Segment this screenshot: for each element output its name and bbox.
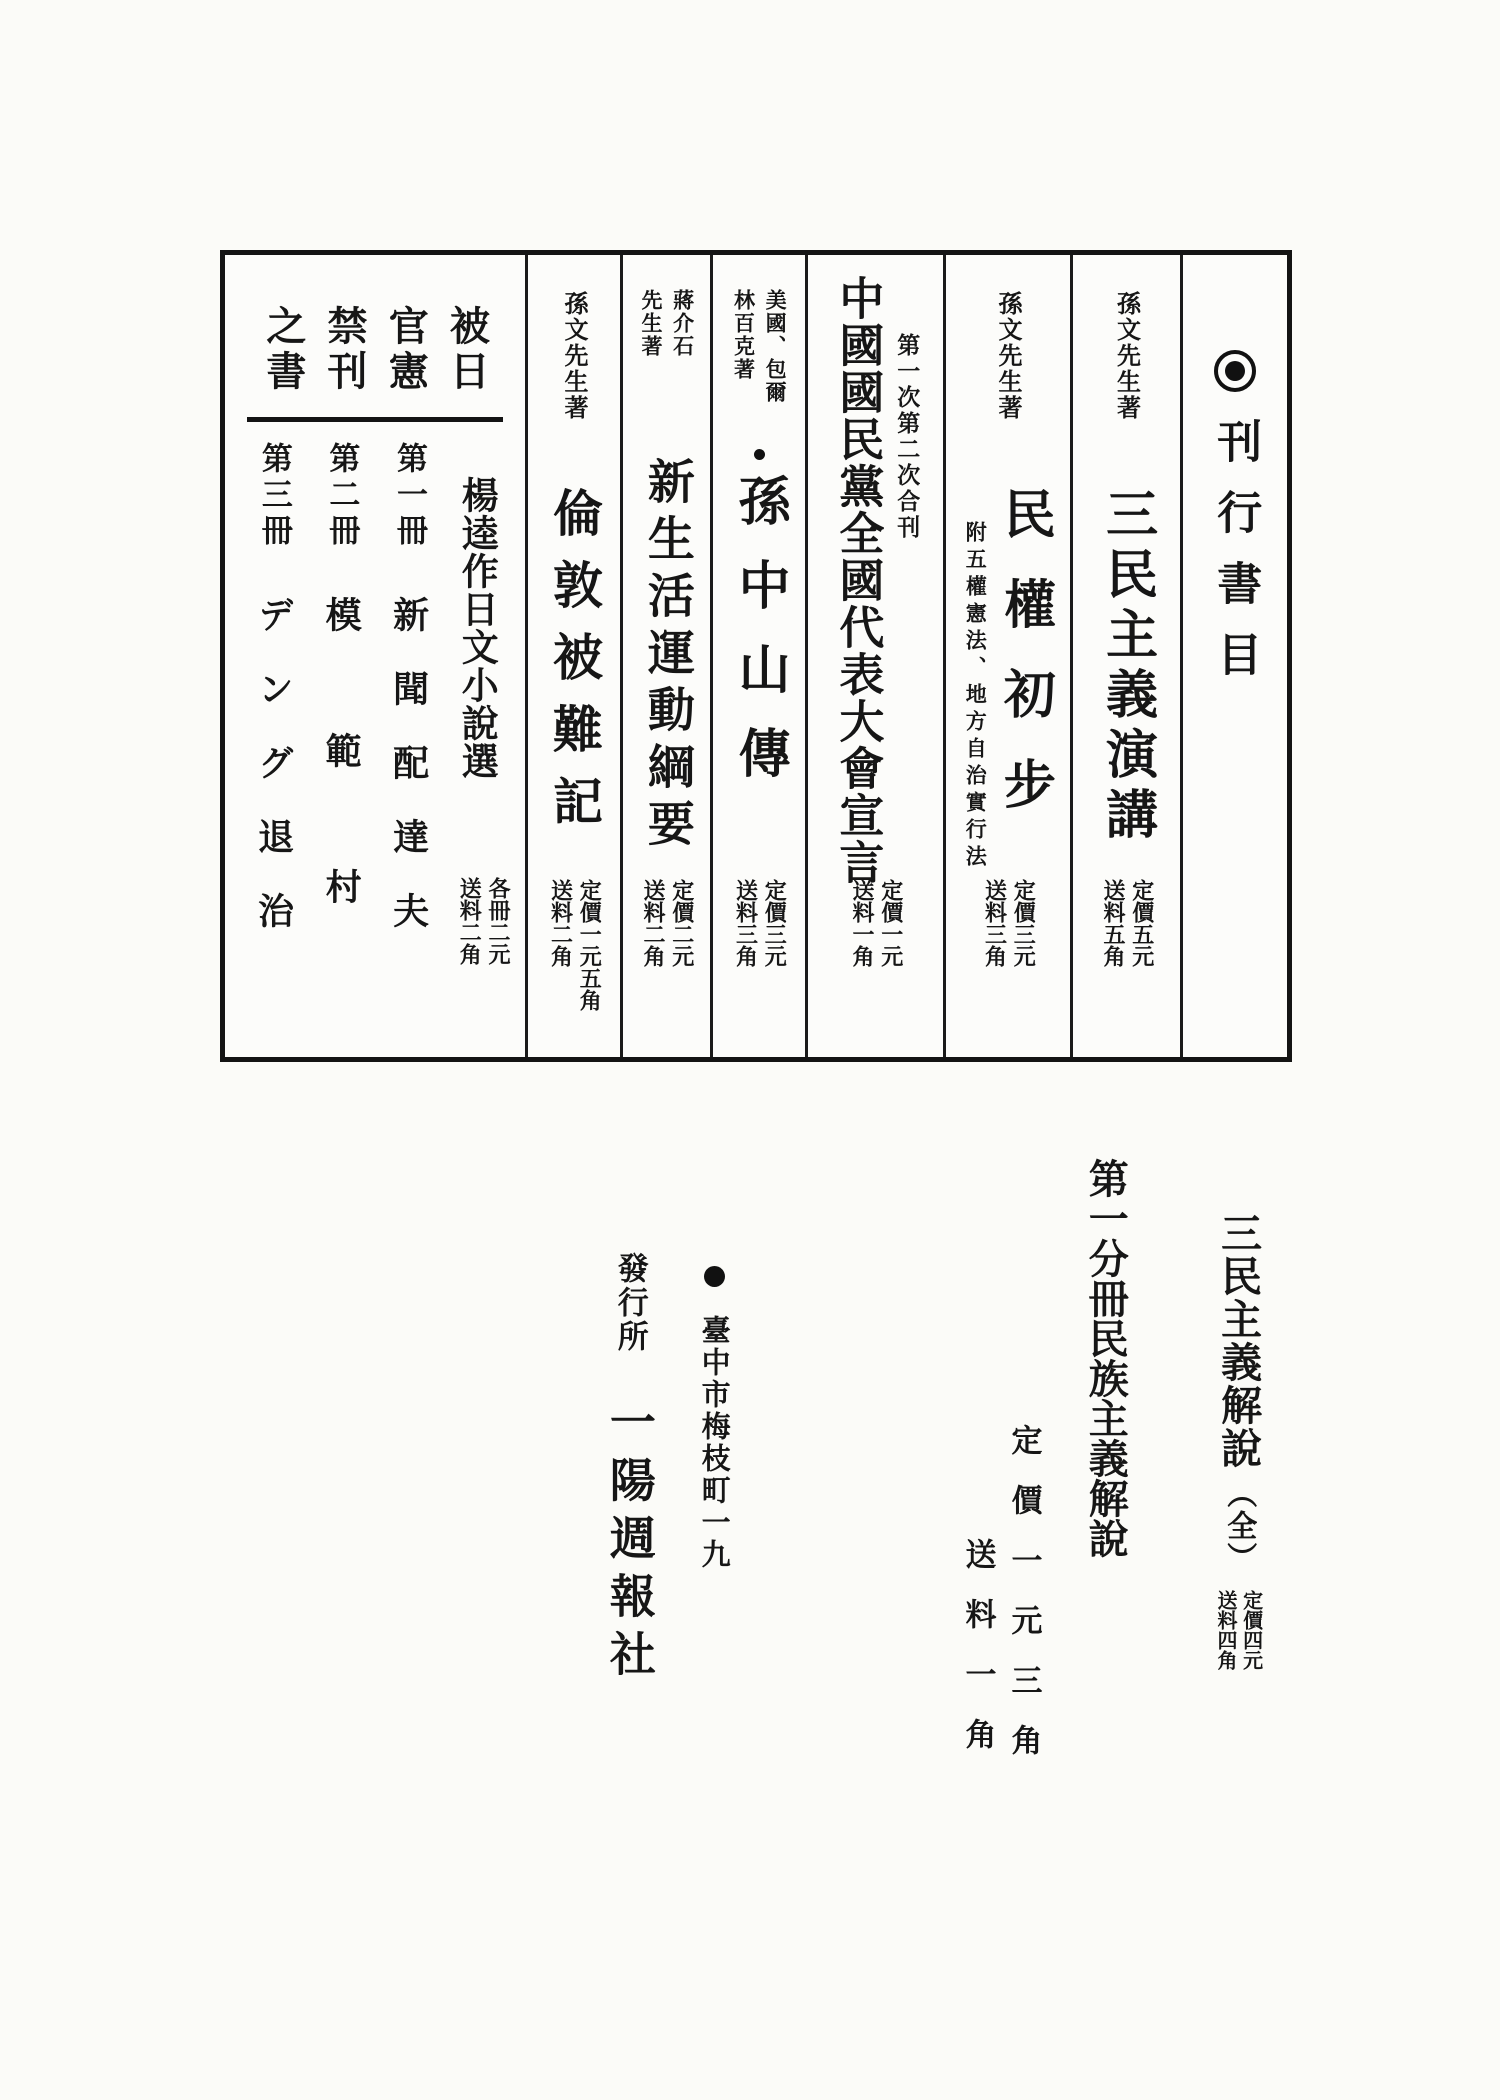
publisher-column <box>598 1252 660 1688</box>
banned-section-header <box>225 255 525 411</box>
book-column <box>623 255 713 1057</box>
full-edition-postage: 送料四角 <box>1214 1590 1238 1670</box>
book-author: 孫文先生著 <box>1112 291 1142 421</box>
volume-label: 第二冊 <box>323 442 360 550</box>
book-postage: 送料一角 <box>849 879 875 967</box>
first-fascicle-postage: 送料一角 <box>959 1538 996 1778</box>
publisher-address: 臺中市梅枝町一九 <box>697 1315 732 1571</box>
book-title: 孫中山傳 <box>729 474 791 810</box>
book-title: 倫敦被難記 <box>545 487 604 847</box>
series-price-group <box>457 877 510 965</box>
book-price-group <box>849 879 902 967</box>
book-price-group <box>1100 879 1153 967</box>
book-postage: 送料二角 <box>640 879 666 967</box>
book-column <box>713 255 808 1057</box>
book-price-group <box>548 879 601 1011</box>
author-line-1: 美國、包爾 <box>763 289 789 404</box>
catalog-title: 刊行書目 <box>1209 418 1263 702</box>
separator-dot-icon <box>754 449 765 460</box>
book-price-group <box>982 879 1035 967</box>
banned-books-section <box>225 255 528 1057</box>
first-fascicle-title: 第一分冊民族主義解說 <box>1082 1158 1130 1558</box>
volume-column <box>320 436 363 1057</box>
book-postage: 送料三角 <box>981 879 1008 967</box>
book-price: 定價一元五角 <box>576 879 603 1011</box>
banned-header-char: 被日 <box>443 305 491 395</box>
book-title: 新生活運動綱要 <box>639 457 695 856</box>
book-author-pair <box>639 289 696 441</box>
full-edition-price-group <box>1214 1590 1264 1670</box>
book-title: 三民主義演講 <box>1096 487 1158 847</box>
book-price-group <box>640 879 693 967</box>
book-title: 民權初步 <box>994 487 1056 847</box>
book-price: 定價二元 <box>668 879 695 967</box>
book-postage: 送料五角 <box>1100 879 1126 967</box>
first-fascicle-price: 定價一元三角 <box>1005 1424 1042 1784</box>
full-edition-title: 三民主義解說 <box>1214 1212 1263 1470</box>
author-line-2: 先生著 <box>639 289 664 358</box>
volume-label: 第三冊 <box>255 442 292 550</box>
publisher-address-column <box>694 1266 734 1571</box>
volume-column <box>254 436 293 1057</box>
book-title-row <box>963 487 1056 872</box>
book-postage: 送料二角 <box>547 879 574 967</box>
book-author-pair <box>731 289 789 441</box>
volume-label: 第一冊 <box>390 442 427 550</box>
catalog-title-column <box>1183 255 1287 1057</box>
address-bullet-icon <box>704 1266 725 1287</box>
book-annotation: 附五權憲法、地方自治實行法 <box>963 521 989 872</box>
book-title-row <box>831 275 921 886</box>
book-column <box>808 255 946 1057</box>
volume-title: 新聞配達夫 <box>387 596 430 966</box>
series-postage: 送料二角 <box>456 877 483 965</box>
fisheye-bullet-icon <box>1214 350 1256 392</box>
catalog-box <box>220 250 1292 1062</box>
banned-header-char: 官憲 <box>382 305 430 395</box>
book-price: 定價一元 <box>877 879 904 967</box>
book-price: 定價五元 <box>1128 879 1155 967</box>
publisher-label: 發行所 <box>611 1252 648 1354</box>
series-price: 各冊二元 <box>485 877 511 965</box>
volume-title: 模範村 <box>320 596 363 1004</box>
book-price: 定價三元 <box>761 879 788 967</box>
banned-header-char: 禁刊 <box>321 305 368 395</box>
volume-column <box>389 436 428 1057</box>
author-line-1: 蔣介石 <box>670 289 696 358</box>
book-author: 孫文先生著 <box>559 291 589 421</box>
book-column <box>528 255 623 1057</box>
full-edition-column <box>1180 1212 1296 1670</box>
book-author: 孫文先生著 <box>993 291 1023 421</box>
full-edition-suffix: （全） <box>1221 1478 1257 1574</box>
book-price: 定價三元 <box>1010 879 1037 967</box>
book-price-group <box>733 879 786 967</box>
full-edition-price: 定價四元 <box>1239 1590 1264 1670</box>
book-postage: 送料三角 <box>732 879 759 967</box>
banned-header-char: 之書 <box>259 305 307 395</box>
volume-title: デング退治 <box>252 596 295 966</box>
book-subtitle: 第一次第二次合刊 <box>893 333 921 541</box>
publisher-name: 一陽週報社 <box>602 1398 657 1688</box>
book-title: 中國國民黨全國代表大會宣言 <box>831 275 885 886</box>
book-column <box>946 255 1073 1057</box>
series-title: 楊逵作日文小說選 <box>455 476 500 780</box>
author-line-2: 林百克著 <box>731 289 757 381</box>
book-column <box>1073 255 1183 1057</box>
